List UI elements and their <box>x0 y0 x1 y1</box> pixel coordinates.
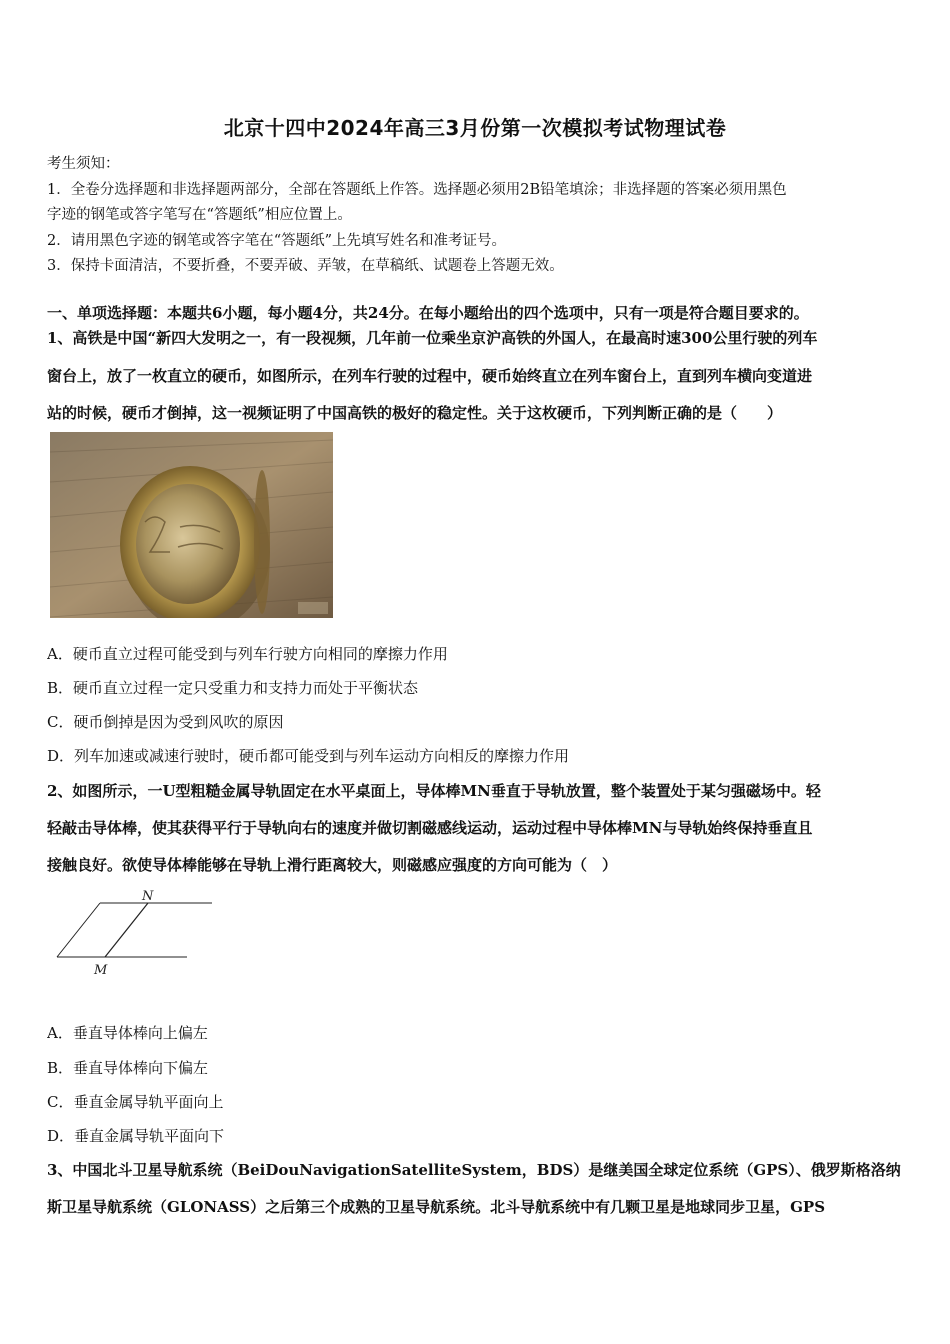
section-heading: 一、单项选择题：本题共6小题，每小题4分，共24分。在每小题给出的四个选项中，只有一项是符合题目要求的。 <box>47 304 809 322</box>
notice-item: 3．保持卡面清洁，不要折叠，不要弄破、弄皱，在草稿纸、试题卷上答题无效。 <box>47 258 564 274</box>
question-2-text: 接触良好。欲使导体棒能够在导轨上滑行距离较大，则磁感应强度的方向可能为（ ） <box>47 856 618 874</box>
q2-option-b: B．垂直导体棒向下偏左 <box>47 1059 209 1077</box>
q2-option-c: C．垂直金属导轨平面向上 <box>47 1093 224 1111</box>
q1-option-a: A．硬币直立过程可能受到与列车行驶方向相同的摩擦力作用 <box>47 645 448 663</box>
notice-item: 2．请用黑色字迹的钢笔或答字笔在“答题纸”上先填写姓名和准考证号。 <box>47 233 507 249</box>
q1-option-c: C．硬币倒掉是因为受到风吹的原因 <box>47 713 284 731</box>
question-3-text: 3、中国北斗卫星导航系统（BeiDouNavigationSatelliteSystem，BDS）是继美国全球定位系统（GPS）、俄罗斯格洛纳 <box>47 1161 901 1179</box>
label-m: M <box>94 963 108 978</box>
q1-option-b: B．硬币直立过程一定只受重力和支持力而处于平衡状态 <box>47 679 419 697</box>
q2-option-d: D．垂直金属导轨平面向下 <box>47 1127 225 1145</box>
question-1-text: 1、高铁是中国“新四大发明之一，有一段视频，几年前一位乘坐京沪高铁的外国人，在最高时速300公里行驶的列车 <box>47 329 818 347</box>
notice-item: 字迹的钢笔或答字笔写在“答题纸”相应位置上。 <box>47 207 352 223</box>
notice-item: 1．全卷分选择题和非选择题两部分，全部在答题纸上作答。选择题必须用2B铅笔填涂；非选择题的答案必须用黑色 <box>47 182 787 198</box>
label-n: N <box>142 889 154 904</box>
question-3-text: 斯卫星导航系统（GLONASS）之后第三个成熟的卫星导航系统。北斗导航系统中有几颗卫星是地球同步卫星，GPS <box>47 1198 826 1216</box>
page-title: 北京十四中2024年高三3月份第一次模拟考试物理试卷 <box>223 116 727 140</box>
coin-photo <box>50 432 333 618</box>
q1-option-d: D．列车加速或减速行驶时，硬币都可能受到与列车运动方向相反的摩擦力作用 <box>47 747 570 765</box>
question-1-text: 窗台上，放了一枚直立的硬币，如图所示，在列车行驶的过程中，硬币始终直立在列车窗台上，直到列车横向变道进 <box>47 367 813 385</box>
question-2-text: 2、如图所示，一U型粗糙金属导轨固定在水平桌面上，导体棒MN垂直于导轨放置，整个装置处于某匀强磁场中。轻 <box>47 782 821 800</box>
question-2-text: 轻敲击导体棒，使其获得平行于导轨向右的速度并做切割磁感线运动，运动过程中导体棒MN与导轨始终保持垂直且 <box>47 819 813 837</box>
question-1-text: 站的时候，硬币才倒掉，这一视频证明了中国高铁的极好的稳定性。关于这枚硬币，下列判断正确的是（ ） <box>47 404 783 422</box>
notice-heading: 考生须知： <box>47 156 120 172</box>
rail-diagram <box>50 885 220 980</box>
q2-option-a: A．垂直导体棒向上偏左 <box>47 1024 208 1042</box>
